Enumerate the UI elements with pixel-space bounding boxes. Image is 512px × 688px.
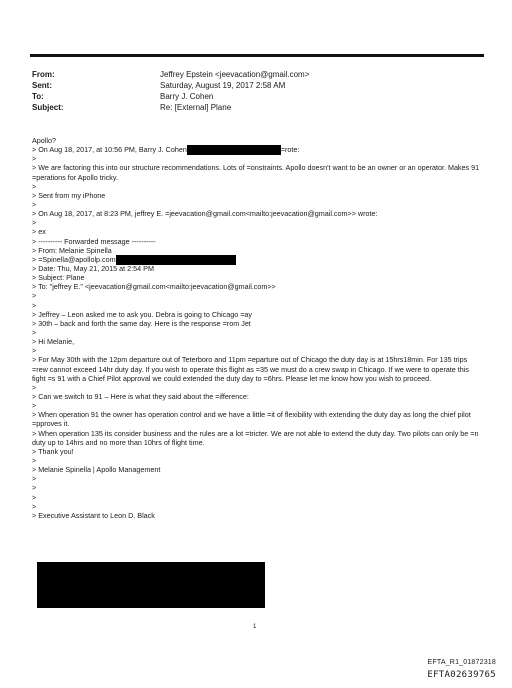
body-line: > From: Melanie Spinella [32,245,112,255]
body-line: > [32,401,37,411]
body-text: > =Spinella@apollolp.com [32,254,116,264]
body-line: Apollo? [32,136,56,145]
body-line [32,145,484,154]
body-line: > ---------- Forwarded message ---------- [32,236,156,246]
body-line: > [32,181,37,191]
body-line: > [32,200,37,210]
email-body [32,136,484,520]
body-line: > Thank you! [32,446,74,456]
body-line: > [32,474,37,484]
body-line: > [32,327,37,337]
subject-value: Re: [External] Plane [160,103,232,112]
sent-label: Sent: [32,81,52,90]
to-value: Barry J. Cohen [160,92,214,101]
body-line: > [32,501,37,511]
redaction-block [37,562,265,608]
body-line: > Can we switch to 91 – Here is what they said about the =ifference: [32,392,249,402]
document-reference: EFTA_R1_01872318 [427,659,496,666]
subject-label: Subject: [32,103,64,112]
body-line: > On Aug 18, 2017, at 8:23 PM, jeffrey E. =jeevacation@gmail.com<mailto:jeevacation@gmail.com>> wrote: [32,209,378,219]
body-line: > When operation 135 its consider business and the rules are a lot =tricter. We are not able to extend the duty day. Two pilots can only be =n duty up to 14hrs and no more than 10hrs of flight time. [32,428,479,447]
body-line: > [32,291,37,301]
from-label: From: [32,70,55,79]
document-id: EFTA02639765 [427,670,496,680]
sent-value: Saturday, August 19, 2017 2:58 AM [160,81,286,90]
body-line: > [32,483,37,493]
body-line: > Executive Assistant to Leon D. Black [32,510,155,520]
body-line [32,255,484,264]
body-line: > [32,492,37,502]
body-line: > For May 30th with the 12pm departure out of Teterboro and 11pm =eparture out of Chicago the duty day is at 15hrs18min. For 135 trips =rew cannot exceed 14hr duty day. If you wish to operate this flight as =35 we must do a crew swap in Chicago. If we were to operate this fight =s 91 with a Chief Pilot approval we could extended the duty day to =6hrs. Please let me know how you wish to proceed. [32,355,469,383]
body-line: > [32,300,37,310]
body-line: > Subject: Plane [32,273,85,283]
body-line: > Jeffrey – Leon asked me to ask you. Debra is going to Chicago =ay [32,309,253,319]
to-label: To: [32,92,44,101]
body-line: > ex [32,227,46,237]
redaction-box [187,145,281,155]
body-line: > Date: Thu, May 21, 2015 at 2:54 PM [32,264,154,273]
body-line: > When operation 91 the owner has operation control and we have a little =it of flexibility with extending the duty day as long the chief pilot =pproves it. [32,410,471,429]
body-line: > [32,346,37,356]
body-text: =rote: [280,145,300,155]
body-line: > Melanie Spinella | Apollo Management [32,465,161,475]
body-line: > [32,154,37,164]
body-line: > 30th – back and forth the same day. Here is the response =rom Jet [32,318,251,328]
body-line: > To: "jeffrey E." <jeevacation@gmail.com<mailto:jeevacation@gmail.com>> [32,282,276,292]
page-number: 1 [253,624,257,630]
body-text: > On Aug 18, 2017, at 10:56 PM, Barry J. Cohen [32,145,187,155]
body-line: > [32,456,37,466]
from-value: Jeffrey Epstein <jeevacation@gmail.com> [160,70,310,79]
body-line: > Hi Melanie, [32,337,75,347]
body-line: > We are factoring this into our structure recommendations. Lots of =onstraints. Apollo doesn't want to be an owner or an operator. Makes 91 =perations for Apollo tricky. [32,163,480,182]
body-line: > Sent from my iPhone [32,190,106,200]
body-line: > [32,382,37,392]
body-line: > [32,218,37,228]
header-rule [30,54,484,57]
